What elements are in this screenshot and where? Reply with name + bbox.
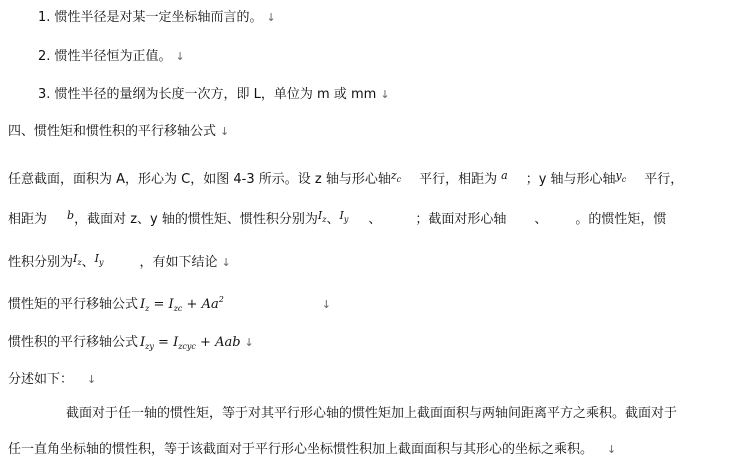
symbol-yc: yc [615, 169, 627, 184]
paragraph-mark-icon: ↓ [220, 125, 230, 138]
section-heading [8, 122, 229, 142]
formula-label: 惯性积的平行移轴公式 [8, 335, 139, 350]
summary-line-1 [66, 404, 677, 424]
text: 平行， [644, 172, 684, 187]
text: 任意截面，面积为 A，形心为 C，如图 4-3 所示。设 z 轴与形心轴 [8, 172, 391, 187]
paragraph-mark-icon: ↓ [244, 336, 254, 349]
formula-product-of-inertia [8, 333, 254, 353]
text: 、 [81, 255, 95, 270]
formula-expression: $I_z = I_{zc} + Aa^2$ [140, 295, 224, 313]
text: 、 [326, 212, 340, 227]
list-item-1 [38, 8, 276, 28]
item-text: 3. 惯性半径的量纲为长度一次方，即 L，单位为 m 或 mm [38, 87, 377, 102]
text: ，截面对 z、y 轴的惯性矩、惯性积分别为 [74, 212, 318, 227]
text: 任一直角坐标轴的惯性积，等于该截面对于平行形心坐标惯性积加上截面面积与其形心的坐标之乘积。 [8, 442, 594, 457]
paragraph-mark-icon: ↓ [321, 298, 332, 311]
text: ；y 轴与形心轴 [525, 172, 616, 187]
text: 、 [368, 212, 382, 227]
paragraph-mark-icon: ↓ [266, 11, 276, 24]
symbol-zc: zc [390, 169, 402, 184]
list-item-3 [38, 85, 390, 105]
text: 平行，相距为 [419, 172, 498, 187]
item-text: 2. 惯性半径恒为正值。 [38, 49, 172, 64]
item-text: 1. 惯性半径是对某一定坐标轴而言的。 [38, 10, 263, 25]
paragraph-mark-icon: ↓ [87, 373, 97, 386]
formula-expression: $I_{zy} = I_{zcyc}$ + Aab [140, 335, 241, 351]
summary-label [8, 370, 96, 390]
formula-moment-of-inertia [8, 290, 332, 313]
paragraph-line-1 [8, 166, 683, 186]
symbol-Iz: Iz [73, 252, 82, 267]
text: 相距为 [8, 212, 48, 227]
paragraph-mark-icon: ↓ [380, 88, 390, 101]
symbol-b: b [67, 209, 75, 222]
text: ；截面对形心轴 [415, 212, 507, 227]
text: 性积分别为 [8, 255, 74, 270]
heading-text: 四、惯性矩和惯性积的平行移轴公式 [8, 124, 217, 139]
text: 。的惯性矩，惯 [575, 212, 667, 227]
symbol-Iz: Iz [317, 209, 327, 224]
paragraph-mark-icon: ↓ [607, 443, 617, 456]
text: 、 [534, 212, 548, 227]
paragraph-line-2 [8, 206, 666, 226]
paragraph-mark-icon: ↓ [221, 256, 231, 269]
text: ，有如下结论 [139, 255, 218, 270]
list-item-2 [38, 47, 185, 67]
symbol-a: a [501, 169, 508, 182]
symbol-Iy: Iy [339, 209, 349, 224]
text: 截面对于任一轴的惯性矩，等于对其平行形心轴的惯性矩加上截面面积与两轴间距离平方之乘积。截面对于 [66, 406, 678, 421]
formula-label: 惯性矩的平行移轴公式 [8, 297, 139, 312]
paragraph-mark-icon: ↓ [175, 50, 185, 63]
paragraph-line-3 [8, 249, 231, 269]
summary-line-2 [8, 440, 616, 460]
text: 分述如下： [8, 372, 74, 387]
symbol-Iy: Iy [94, 252, 104, 267]
